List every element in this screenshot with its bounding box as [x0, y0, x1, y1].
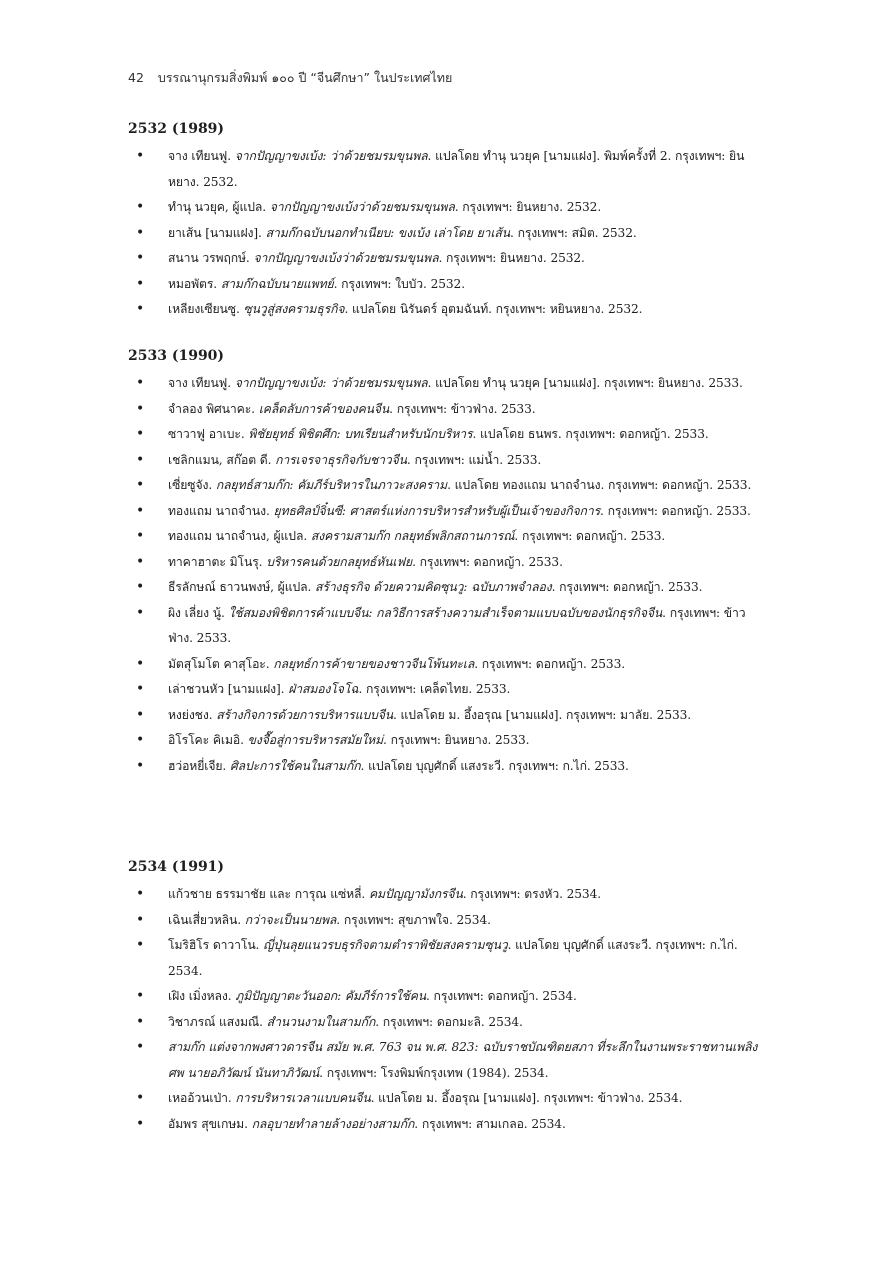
entry-author: แก้วชาย ธรรมาชัย และ การุณ แซ่หลี่. — [168, 887, 369, 901]
entry-author: ทองแถม นาถจำนง, ผู้แปล. — [168, 529, 311, 543]
bibliography-entry — [128, 371, 768, 397]
bibliography-entry — [128, 499, 768, 525]
entry-title: จากปัญญาขงเบ้ง: ว่าด้วยชมรมขุนพล — [234, 149, 428, 163]
entry-publication: . กรุงเทพฯ: ยินหยาง. 2532. — [454, 200, 602, 214]
bibliography-entry — [128, 448, 768, 474]
entry-publication: . กรุงเทพฯ: สามเกลอ. 2534. — [414, 1116, 566, 1131]
entry-author: เหลียงเซียนซู. — [168, 302, 244, 316]
bibliography-entry — [128, 473, 768, 499]
entry-publication: . กรุงเทพฯ: ดอกหญ้า. 2533. — [600, 503, 751, 518]
bibliography-entry — [128, 221, 768, 247]
entry-author: จำลอง พิศนาคะ. — [168, 401, 259, 416]
entry-title: พิชัยยุทธ์ พิชิตศึก: บทเรียนสำหรับนักบริหาร — [248, 427, 473, 441]
entry-title: สามก๊ก แต่งจากพงศาวดารจีน สมัย พ.ศ. 763 จน พ.ศ. 823: ฉบับราชบัณฑิตยสภา ที่ระลึกในงานพระราชทานเพลิงศพ นายอภิวัฒน์ นันทาภิวัฒน์ — [168, 1040, 758, 1080]
entry-author: เฝิง เมิ่งหลง. — [168, 989, 236, 1003]
entry-title: ยุทธศิลป์จิ๋นซี: ศาสตร์แห่งการบริหารสำหรับผู้เป็นเจ้าของกิจการ — [273, 503, 601, 518]
entry-title: ฝ่าสมองโจโฉ — [288, 682, 359, 696]
bibliography-entry — [128, 195, 768, 221]
entry-publication: . กรุงเทพฯ: ยินหยาง. 2533. — [383, 733, 530, 747]
entry-title: การบริหารเวลาแบบคนจีน — [235, 1091, 371, 1105]
bibliography-entry — [128, 601, 768, 652]
year-heading: 2533 (1990) — [128, 348, 225, 364]
entry-author: ยาเส้น [นามแฝง]. — [168, 225, 266, 240]
bibliography-entry — [128, 882, 768, 908]
entry-author: เฉินเสี่ยวหลิน. — [168, 912, 245, 927]
entry-title: จากปัญญาขงเบ้ง: ว่าด้วยชมรมขุนพล — [234, 376, 428, 390]
entry-author: สนาน วรพฤกษ์. — [168, 251, 254, 265]
entry-author: เหออ้วนเป่า. — [168, 1091, 236, 1105]
entry-publication: . กรุงเทพฯ: โรงพิมพ์กรุงเทพ (1984). 2534. — [319, 1065, 549, 1080]
entry-publication: . กรุงเทพฯ: ดอกหญ้า. 2533. — [474, 656, 625, 671]
entry-publication: . กรุงเทพฯ: ข้าวฟ่าง. 2533. — [168, 605, 746, 645]
entry-publication: . กรุงเทพฯ: ดอกหญ้า. 2534. — [426, 989, 577, 1003]
entry-title: บริหารคนด้วยกลยุทธ์หันเฟย — [266, 554, 413, 569]
entry-title: กลยุทธ์การค้าขายของชาวจีนโพ้นทะเล — [273, 656, 475, 671]
entry-publication: . กรุงเทพฯ: ดอกหญ้า. 2533. — [551, 580, 703, 594]
entry-author: จาง เทียนฟู. — [168, 376, 235, 390]
entry-title: ภูมิปัญญาตะวันออก: คัมภีร์การใช้คน — [235, 989, 426, 1003]
entry-title: เคล็ดลับการค้าของคนจีน — [258, 401, 390, 416]
bibliography-entry — [128, 1010, 768, 1036]
bibliography-entry — [128, 908, 768, 934]
entry-publication: . กรุงเทพฯ: สุขภาพใจ. 2534. — [336, 912, 491, 927]
year-heading: 2532 (1989) — [128, 121, 225, 137]
entry-title: การเจรจาธุรกิจกับชาวจีน — [275, 452, 407, 467]
entry-title: จากปัญญาขงเบ้งว่าด้วยชมรมขุนพล — [269, 200, 455, 214]
entry-publication: . แปลโดย บุญศักดิ์ แสงระวี. กรุงเทพฯ: ก.ไก่. 2534. — [168, 938, 738, 978]
bibliography-entry — [128, 144, 768, 195]
entry-author: ทองแถม นาถจำนง. — [168, 503, 274, 518]
entry-author: ผิง เลี่ยง นู้. — [168, 605, 229, 620]
entry-publication: . แปลโดย ทองแถม นาถจำนง. กรุงเทพฯ: ดอกหญ้า. 2533. — [447, 478, 752, 492]
bibliography-entry — [128, 422, 768, 448]
entry-publication: . แปลโดย ทำนุ นวยุค [นามแฝง]. กรุงเทพฯ: ยินหยาง. 2533. — [427, 376, 743, 390]
entry-title: สงครามสามก๊ก กลยุทธ์พลิกสถานการณ์ — [310, 529, 515, 543]
bibliography-entry — [128, 246, 768, 272]
bibliography-entry — [128, 1112, 768, 1138]
entry-title: สำนวนงามในสามก๊ก — [266, 1014, 376, 1029]
entry-publication: . กรุงเทพฯ: ดอกหญ้า. 2533. — [412, 554, 563, 569]
entry-publication: . กรุงเทพฯ: ดอกหญ้า. 2533. — [514, 529, 666, 543]
entry-author: ทาคาฮาตะ มิโนรุ. — [168, 554, 267, 569]
bibliography-entry — [128, 677, 768, 703]
entry-title: สามก๊กฉบับนายแพทย์ — [220, 276, 334, 291]
bibliography-entry — [128, 652, 768, 678]
entry-list — [128, 371, 768, 779]
entry-title: จากปัญญาขงเบ้งว่าด้วยชมรมขุนพล — [253, 251, 439, 265]
entry-title: ซุนวูสู่สงครามธุรกิจ — [243, 302, 345, 316]
entry-title: สามก๊กฉบับนอกทำเนียบ: ขงเบ้ง เล่าโดย ยาเส้น — [265, 225, 511, 240]
entry-publication: . กรุงเทพฯ: เคล็ดไทย. 2533. — [358, 682, 511, 696]
entry-author: วิชาภรณ์ แสงมณี. — [168, 1014, 267, 1029]
entry-author: เซี่ยซูจัง. — [168, 478, 216, 492]
bibliography-entry — [128, 754, 768, 780]
entry-author: หมอพัตร. — [168, 276, 221, 291]
entry-publication: . แปลโดย ม. อึ้งอรุณ [นามแฝง]. กรุงเทพฯ: มาลัย. 2533. — [393, 707, 692, 722]
book-title: บรรณานุกรมสิ่งพิมพ์ ๑๐๐ ปี “จีนศึกษา” ในประเทศไทย — [157, 70, 453, 85]
entry-title: สร้างธุรกิจ ด้วยความคิดซุนวู: ฉบับภาพจำลอง — [315, 580, 552, 594]
entry-author: โมริฮิโร ดาวาโน. — [168, 938, 264, 952]
bibliography-entry — [128, 397, 768, 423]
entry-author: อิโรโคะ คิเมอิ. — [168, 733, 248, 747]
entry-title: กลอุบายทำลายล้างอย่างสามก๊ก — [251, 1116, 415, 1131]
entry-author: เล่าชวนหัว [นามแฝง]. — [168, 682, 289, 696]
running-header — [128, 68, 452, 88]
entry-title: ศิลปะการใช้คนในสามก๊ก — [229, 758, 361, 773]
bibliography-entry — [128, 297, 768, 323]
bibliography-entry — [128, 272, 768, 298]
bibliography-entry — [128, 575, 768, 601]
entry-author: ทำนุ นวยุค, ผู้แปล. — [168, 200, 270, 214]
entry-title: กลยุทธ์สามก๊ก: คัมภีร์บริหารในภาวะสงคราม — [215, 478, 448, 492]
year-section-1990 — [128, 345, 768, 779]
entry-publication: . กรุงเทพฯ: ดอกมะลิ. 2534. — [375, 1014, 523, 1029]
entry-author: ฮว่อหยี่เจีย. — [168, 758, 230, 773]
bibliography-entry — [128, 933, 768, 984]
entry-title: ขงจื๊อสู่การบริหารสมัยใหม่ — [247, 733, 384, 747]
entry-publication: . กรุงเทพฯ: สมิต. 2532. — [510, 225, 637, 240]
bibliography-entry — [128, 550, 768, 576]
entry-publication: . แปลโดย ธนพร. กรุงเทพฯ: ดอกหญ้า. 2533. — [472, 427, 709, 441]
entry-publication: . แปลโดย ม. อึ้งอรุณ [นามแฝง]. กรุงเทพฯ: ข้าวฟ่าง. 2534. — [370, 1091, 683, 1105]
entry-publication: . แปลโดย บุญศักดิ์ แสงระวี. กรุงเทพฯ: ก.ไก่. 2533. — [360, 758, 629, 773]
entry-publication: . แปลโดย ทำนุ นวยุค [นามแฝง]. พิมพ์ครั้งที่ 2. กรุงเทพฯ: ยินหยาง. 2532. — [168, 149, 745, 189]
entry-author: มัตสุโมโต คาสุโอะ. — [168, 656, 274, 671]
bibliography-entry — [128, 1086, 768, 1112]
year-section-1991 — [128, 856, 768, 1137]
page-number: 42 — [128, 70, 144, 85]
entry-author: จาง เทียนฟู. — [168, 149, 235, 163]
bibliography-entry — [128, 728, 768, 754]
entry-list — [128, 144, 768, 323]
bibliography-entry — [128, 524, 768, 550]
entry-author: อัมพร สุขเกษม. — [168, 1116, 252, 1131]
entry-title: ญี่ปุ่นลุยแนวรบธุรกิจตามตำราพิชัยสงครามซุนวู — [263, 938, 508, 952]
entry-publication: . แปลโดย นิรันดร์ อุตมฉันท์. กรุงเทพฯ: หยินหยาง. 2532. — [344, 302, 643, 316]
entry-author: ซาวาฟู อาเบะ. — [168, 427, 249, 441]
bibliography-entry — [128, 703, 768, 729]
entry-author: ธีรลักษณ์ ธาวนพงษ์, ผู้แปล. — [168, 580, 316, 594]
entry-title: สร้างกิจการด้วยการบริหารแบบจีน — [216, 707, 393, 722]
year-heading: 2534 (1991) — [128, 859, 225, 875]
entry-title: กว่าจะเป็นนายพล — [244, 912, 337, 927]
entry-publication: . กรุงเทพฯ: ใบบัว. 2532. — [333, 276, 465, 291]
bibliography-entry — [128, 1035, 768, 1086]
entry-author: หงย่งชง. — [168, 707, 217, 722]
entry-title: ใช้สมองพิชิตการค้าแบบจีน: กลวิธีการสร้างความสำเร็จตามแบบฉบับของนักธุรกิจจีน — [228, 605, 663, 620]
entry-list — [128, 882, 768, 1137]
entry-publication: . กรุงเทพฯ: ข้าวฟ่าง. 2533. — [389, 401, 536, 416]
year-section-1989 — [128, 118, 768, 323]
bibliography-entry — [128, 984, 768, 1010]
entry-publication: . กรุงเทพฯ: ยินหยาง. 2532. — [438, 251, 585, 265]
entry-author: เชลิกแมน, สก๊อต ดี. — [168, 452, 276, 467]
entry-publication: . กรุงเทพฯ: แม่น้ำ. 2533. — [406, 452, 542, 467]
entry-publication: . กรุงเทพฯ: ตรงหัว. 2534. — [462, 887, 602, 901]
entry-title: คมปัญญามังกรจีน — [368, 887, 463, 901]
